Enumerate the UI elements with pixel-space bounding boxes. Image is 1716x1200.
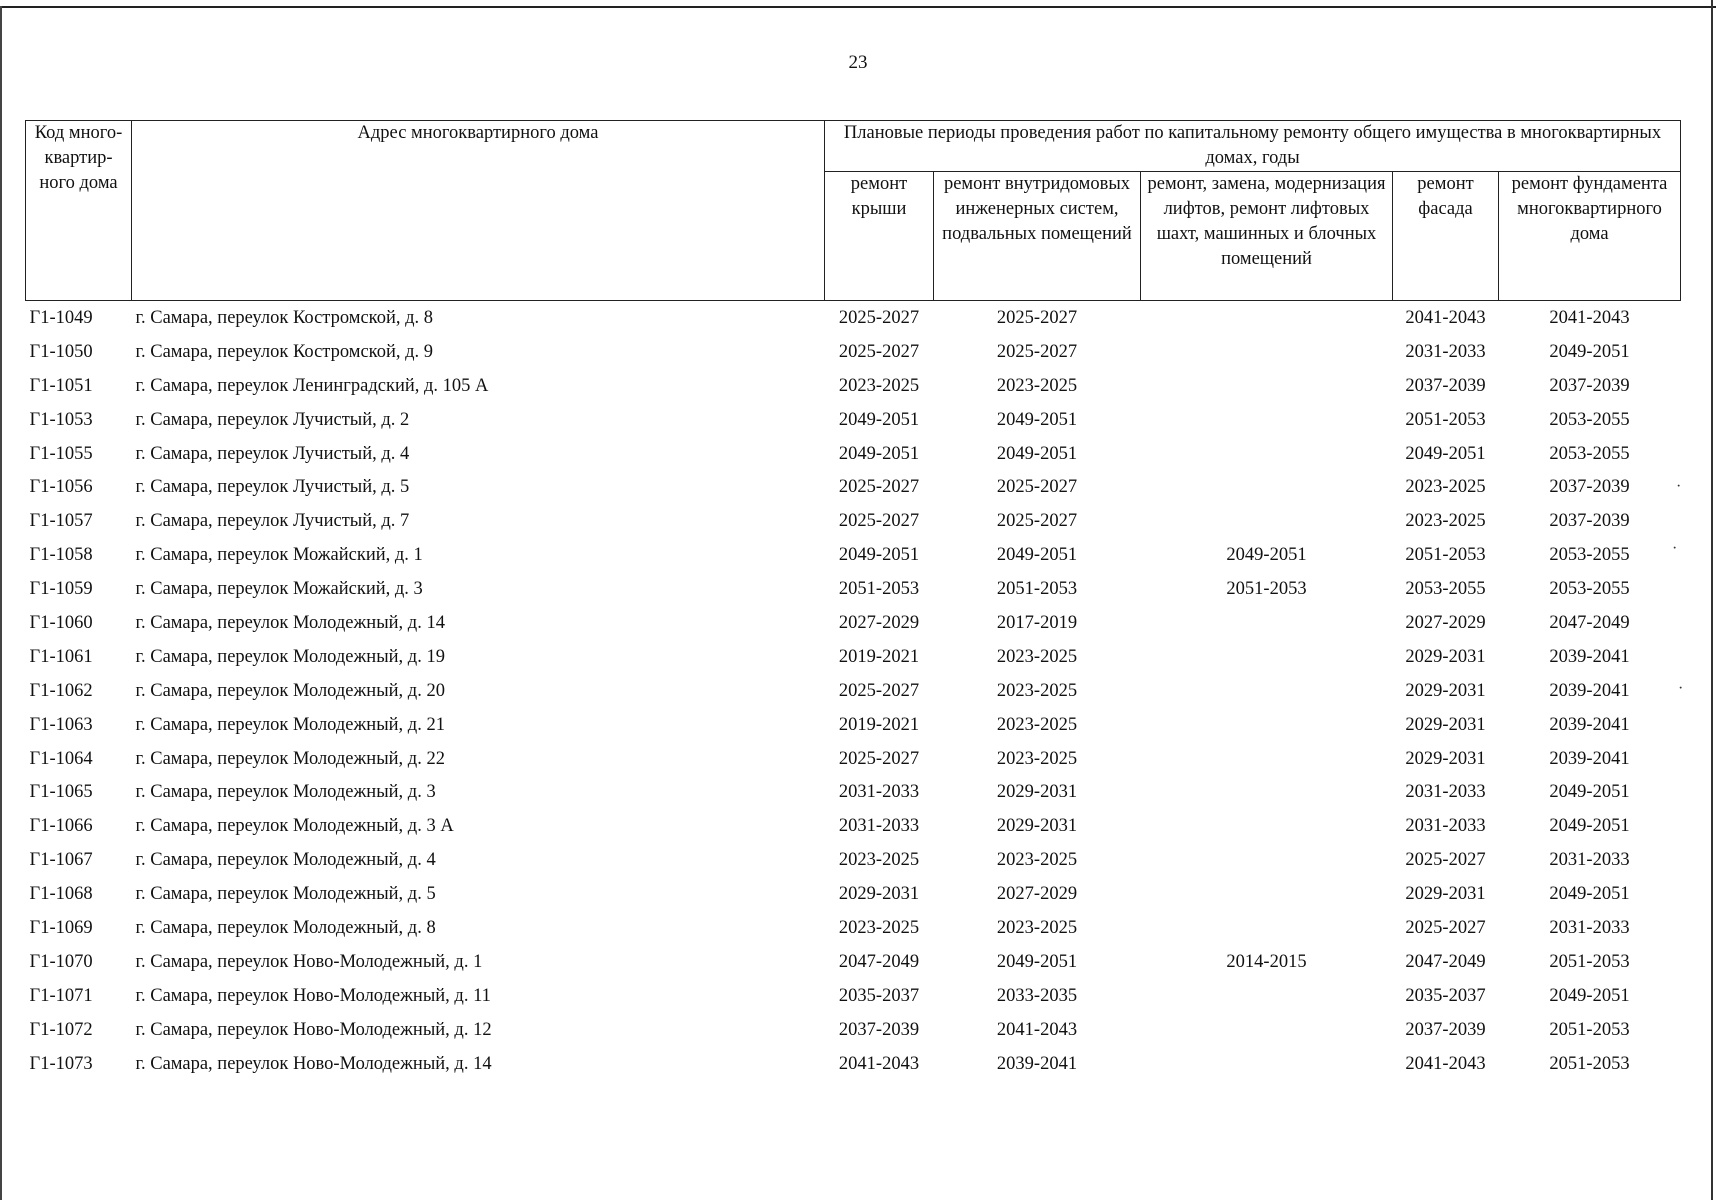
cell-roof: 2047-2049 [838,951,920,972]
cell-facade: 2047-2049 [1405,951,1486,972]
cell-address: г. Самара, переулок Молодежный, д. 14 [135,612,445,633]
header-systems: ремонт внутридомовых инженерных систем, подвальных помещений [934,172,1141,301]
cell-foundation: 2049-2051 [1549,782,1630,803]
scan-right-border [1711,0,1713,1200]
cell-foundation: 2049-2051 [1549,985,1630,1006]
table-row [26,369,1681,403]
cell-code: Г1-1059 [29,579,93,600]
cell-elevators [1141,437,1393,471]
cell-facade: 2051-2053 [1405,409,1486,430]
page-number: 23 [848,52,868,73]
cell-systems: 2025-2027 [996,511,1078,532]
cell-foundation: 2053-2055 [1549,545,1630,566]
cell-elevators [1141,979,1393,1013]
cell-code: Г1-1053 [29,409,93,430]
header-address: Адрес многоквартирного дома [132,121,825,301]
cell-facade: 2031-2033 [1405,341,1486,362]
table-body [26,301,1684,1081]
cell-roof: 2025-2027 [838,680,920,701]
cell-systems: 2023-2025 [996,917,1078,938]
cell-facade: 2037-2039 [1405,375,1486,396]
table-row [26,945,1681,979]
cell-foundation: 2037-2039 [1549,511,1630,532]
cell-roof: 2035-2037 [838,985,920,1006]
cell-address: г. Самара, переулок Молодежный, д. 20 [135,680,445,701]
cell-roof: 2023-2025 [838,917,920,938]
cell-systems: 2027-2029 [996,884,1078,905]
cell-facade: 2029-2031 [1405,646,1486,667]
cell-roof: 2023-2025 [838,375,920,396]
table-row [26,504,1681,538]
cell-systems: 2049-2051 [996,545,1078,566]
scan-left-border [0,6,2,1200]
cell-systems: 2029-2031 [996,782,1078,803]
cell-roof: 2049-2051 [838,409,920,430]
table-row [26,572,1681,606]
cell-facade: 2029-2031 [1405,748,1486,769]
header-roof: ремонт крыши [825,172,934,301]
cell-foundation: 2049-2051 [1549,341,1630,362]
cell-foundation: 2049-2051 [1549,816,1630,837]
cell-address: г. Самара, переулок Можайский, д. 3 [135,579,423,600]
cell-elevators [1141,640,1393,674]
cell-systems: 2033-2035 [996,985,1078,1006]
cell-address: г. Самара, переулок Молодежный, д. 19 [135,646,445,667]
cell-elevators [1141,606,1393,640]
cell-roof: 2025-2027 [838,477,920,498]
cell-code: Г1-1071 [29,985,93,1006]
cell-address: г. Самара, переулок Молодежный, д. 22 [135,748,445,769]
cell-code: Г1-1069 [29,917,93,938]
cell-elevators [1141,504,1393,538]
cell-facade: 2029-2031 [1405,680,1486,701]
cell-elevators: 2049-2051 [1226,545,1307,566]
cell-elevators [1141,809,1393,843]
cell-roof: 2031-2033 [838,782,920,803]
cell-elevators [1141,775,1393,809]
cell-foundation: 2039-2041 [1549,680,1630,701]
cell-facade: 2025-2027 [1405,850,1486,871]
table-row [26,1047,1681,1081]
cell-code: Г1-1066 [29,816,93,837]
scan-speck: · [1678,680,1684,697]
table-row [26,335,1681,369]
cell-systems: 2039-2041 [996,1053,1078,1074]
cell-foundation: 2031-2033 [1549,850,1630,871]
cell-foundation: 2031-2033 [1549,917,1630,938]
cell-elevators [1141,843,1393,877]
table-row [26,640,1681,674]
cell-systems: 2023-2025 [996,748,1078,769]
table-row [26,809,1681,843]
cell-code: Г1-1062 [29,680,93,701]
cell-systems: 2049-2051 [996,443,1078,464]
cell-foundation: 2053-2055 [1549,409,1630,430]
cell-address: г. Самара, переулок Молодежный, д. 3 А [135,816,454,837]
table-row [26,538,1681,572]
cell-foundation: 2039-2041 [1549,714,1630,735]
cell-facade: 2031-2033 [1405,782,1486,803]
cell-code: Г1-1049 [29,307,93,328]
cell-elevators [1141,742,1393,776]
cell-address: г. Самара, переулок Молодежный, д. 3 [135,782,436,803]
cell-systems: 2029-2031 [996,816,1078,837]
cell-roof: 2037-2039 [838,1019,920,1040]
header-elevators: ремонт, замена, модернизация лифтов, ремонт лифтовых шахт, машинных и блочных помещений [1141,172,1393,301]
cell-foundation: 2041-2043 [1549,307,1630,328]
cell-code: Г1-1057 [29,511,93,532]
cell-roof: 2049-2051 [838,443,920,464]
cell-foundation: 2049-2051 [1549,884,1630,905]
cell-code: Г1-1070 [29,951,93,972]
cell-systems: 2017-2019 [996,612,1078,633]
cell-facade: 2041-2043 [1405,307,1486,328]
cell-code: Г1-1072 [29,1019,93,1040]
cell-foundation: 2051-2053 [1549,1053,1630,1074]
cell-roof: 2029-2031 [838,884,920,905]
cell-facade: 2053-2055 [1405,579,1486,600]
cell-systems: 2023-2025 [996,680,1078,701]
table-row [26,911,1681,945]
cell-address: г. Самара, переулок Лучистый, д. 7 [135,511,410,532]
cell-code: Г1-1050 [29,341,93,362]
cell-elevators [1141,403,1393,437]
cell-address: г. Самара, переулок Ново-Молодежный, д. 14 [135,1053,492,1074]
table-row [26,877,1681,911]
cell-foundation: 2047-2049 [1549,612,1630,633]
cell-elevators [1141,674,1393,708]
cell-roof: 2051-2053 [838,579,920,600]
cell-roof: 2027-2029 [838,612,920,633]
cell-systems: 2049-2051 [996,951,1078,972]
scan-speck: · [1672,540,1678,557]
cell-address: г. Самара, переулок Ново-Молодежный, д. 11 [135,985,491,1006]
cell-roof: 2025-2027 [838,341,920,362]
cell-systems: 2023-2025 [996,375,1078,396]
cell-address: г. Самара, переулок Ново-Молодежный, д. 1 [135,951,483,972]
cell-foundation: 2051-2053 [1549,1019,1630,1040]
header-periods-group: Плановые периоды проведения работ по капитальному ремонту общего имущества в многоквартирных домах, годы [825,121,1681,172]
cell-code: Г1-1063 [29,714,93,735]
cell-roof: 2025-2027 [838,748,920,769]
cell-systems: 2025-2027 [996,477,1078,498]
cell-address: г. Самара, переулок Молодежный, д. 5 [135,884,436,905]
table-row [26,1013,1681,1047]
cell-elevators [1141,335,1393,369]
cell-code: Г1-1055 [29,443,93,464]
table-row [26,606,1681,640]
cell-address: г. Самара, переулок Ново-Молодежный, д. 12 [135,1019,492,1040]
cell-address: г. Самара, переулок Костромской, д. 8 [135,307,434,328]
cell-systems: 2041-2043 [996,1019,1078,1040]
cell-address: г. Самара, переулок Лучистый, д. 5 [135,477,410,498]
cell-elevators [1141,301,1393,335]
header-code: Код много-квартир-ного дома [26,121,132,301]
cell-facade: 2031-2033 [1405,816,1486,837]
cell-code: Г1-1064 [29,748,93,769]
cell-address: г. Самара, переулок Костромской, д. 9 [135,341,434,362]
cell-facade: 2041-2043 [1405,1053,1486,1074]
cell-code: Г1-1056 [29,477,93,498]
cell-code: Г1-1073 [29,1053,93,1074]
scan-top-border [0,6,1716,8]
table-row [26,979,1681,1013]
table-row [26,437,1681,471]
cell-facade: 2023-2025 [1405,511,1486,532]
cell-code: Г1-1051 [29,375,93,396]
cell-facade: 2051-2053 [1405,545,1486,566]
cell-facade: 2049-2051 [1405,443,1486,464]
cell-roof: 2031-2033 [838,816,920,837]
cell-address: г. Самара, переулок Лучистый, д. 4 [135,443,410,464]
cell-code: Г1-1067 [29,850,93,871]
cell-systems: 2023-2025 [996,714,1078,735]
cell-systems: 2025-2027 [996,307,1078,328]
cell-roof: 2049-2051 [838,545,920,566]
cell-foundation: 2053-2055 [1549,443,1630,464]
cell-code: Г1-1058 [29,545,93,566]
cell-roof: 2025-2027 [838,511,920,532]
cell-foundation: 2039-2041 [1549,646,1630,667]
cell-elevators [1141,369,1393,403]
table-row [26,708,1681,742]
cell-code: Г1-1065 [29,782,93,803]
cell-systems: 2049-2051 [996,409,1078,430]
header-foundation: ремонт фундамента многоквартирного дома [1499,172,1681,301]
cell-systems: 2023-2025 [996,850,1078,871]
table-row [26,843,1681,877]
cell-facade: 2029-2031 [1405,714,1486,735]
capital-repair-schedule-table [25,120,1684,1080]
cell-roof: 2041-2043 [838,1053,920,1074]
cell-elevators [1141,708,1393,742]
cell-systems: 2023-2025 [996,646,1078,667]
header-facade: ремонт фасада [1393,172,1499,301]
cell-facade: 2023-2025 [1405,477,1486,498]
cell-systems: 2051-2053 [996,579,1078,600]
cell-address: г. Самара, переулок Ленинградский, д. 105 А [135,375,489,396]
table-row [26,674,1681,708]
cell-roof: 2019-2021 [838,714,920,735]
cell-foundation: 2037-2039 [1549,375,1630,396]
cell-address: г. Самара, переулок Молодежный, д. 8 [135,917,436,938]
cell-elevators [1141,1047,1393,1081]
cell-foundation: 2039-2041 [1549,748,1630,769]
cell-address: г. Самара, переулок Молодежный, д. 4 [135,850,436,871]
cell-address: г. Самара, переулок Лучистый, д. 2 [135,409,410,430]
cell-facade: 2029-2031 [1405,884,1486,905]
table-header [26,121,1681,301]
table-row [26,301,1681,335]
scan-speck: · [1676,478,1682,495]
cell-code: Г1-1060 [29,612,93,633]
table-row [26,775,1681,809]
cell-facade: 2035-2037 [1405,985,1486,1006]
cell-address: г. Самара, переулок Молодежный, д. 21 [135,714,445,735]
cell-facade: 2027-2029 [1405,612,1486,633]
cell-roof: 2019-2021 [838,646,920,667]
table-row [26,470,1681,504]
cell-address: г. Самара, переулок Можайский, д. 1 [135,545,423,566]
cell-facade: 2037-2039 [1405,1019,1486,1040]
cell-foundation: 2053-2055 [1549,579,1630,600]
cell-foundation: 2051-2053 [1549,951,1630,972]
cell-code: Г1-1061 [29,646,93,667]
cell-roof: 2025-2027 [838,307,920,328]
cell-elevators: 2051-2053 [1226,579,1307,600]
cell-elevators: 2014-2015 [1226,951,1307,972]
cell-systems: 2025-2027 [996,341,1078,362]
cell-elevators [1141,470,1393,504]
cell-foundation: 2037-2039 [1549,477,1630,498]
cell-code: Г1-1068 [29,884,93,905]
cell-facade: 2025-2027 [1405,917,1486,938]
cell-elevators [1141,911,1393,945]
table-row [26,742,1681,776]
cell-elevators [1141,1013,1393,1047]
cell-elevators [1141,877,1393,911]
table-row [26,403,1681,437]
cell-roof: 2023-2025 [838,850,920,871]
